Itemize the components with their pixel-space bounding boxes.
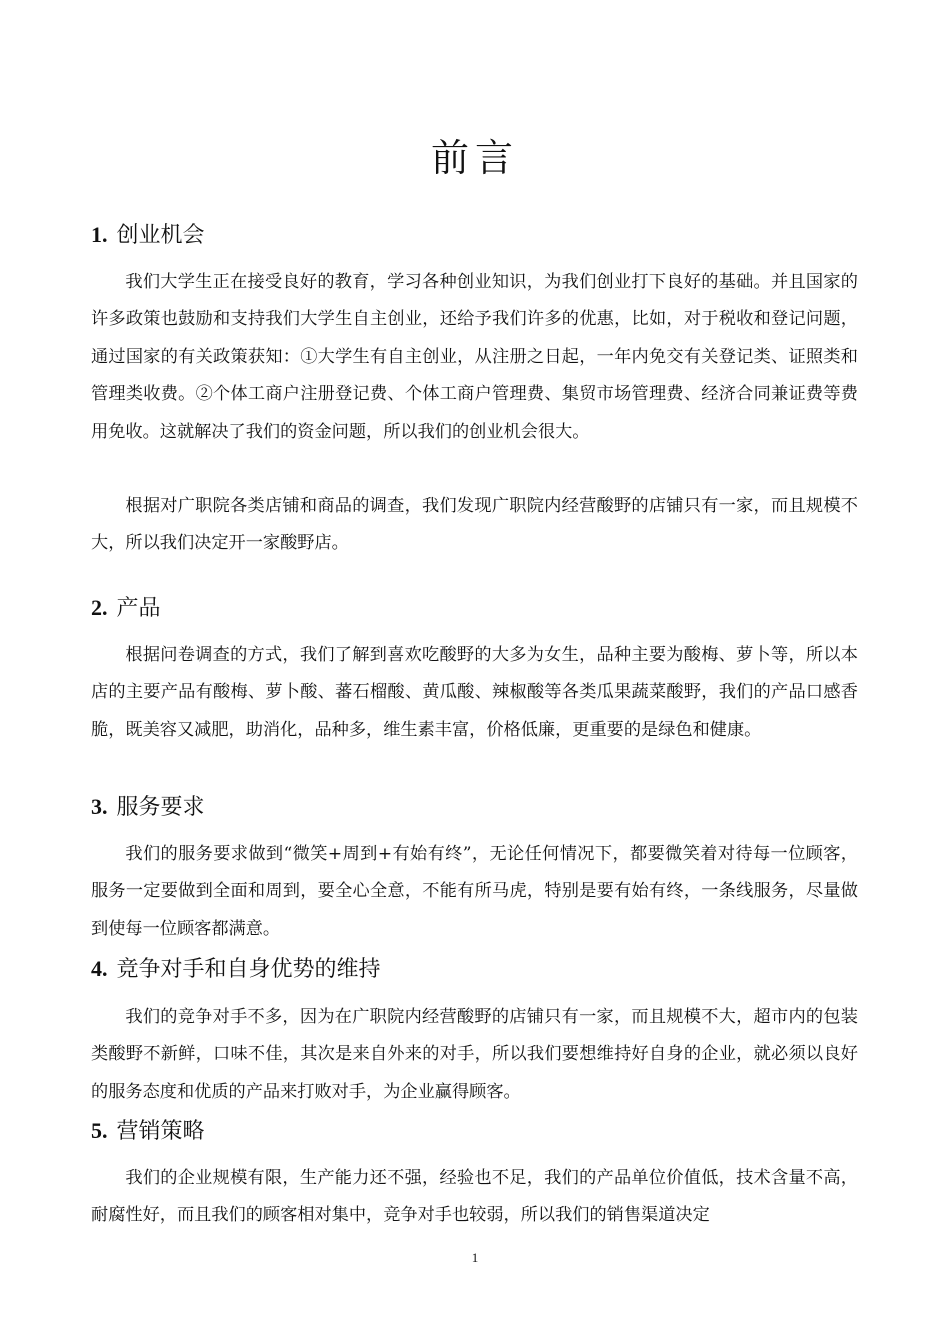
page-title: 前言 xyxy=(430,136,519,180)
section-number: 5. xyxy=(91,1118,108,1143)
section-title: 服务要求 xyxy=(116,795,205,820)
section-heading-5 xyxy=(91,1116,205,1147)
paragraph: 我们大学生正在接受良好的教育，学习各种创业知识，为我们创业打下良好的基础。并且国家的许多政策也鼓励和支持我们大学生自主创业，还给予我们许多的优惠，比如，对于税收和登记问题，通过国家的有关政策获知：①大学生有自主创业，从注册之日起，一年内免交有关登记类、证照类和管理类收费。②个体工商户注册登记费、个体工商户管理费、集贸市场管理费、经济合同兼证费等费用免收。这就解决了我们的资金问题，所以我们的创业机会很大。 xyxy=(91,272,858,442)
section-heading-2 xyxy=(91,593,161,624)
section-number: 1. xyxy=(91,222,108,247)
section-number: 3. xyxy=(91,794,108,819)
section-title: 竞争对手和自身优势的维持 xyxy=(116,957,381,982)
page-number: 1 xyxy=(471,1250,479,1265)
paragraph: 根据对广职院各类店铺和商品的调查，我们发现广职院内经营酸野的店铺只有一家，而且规模不大，所以我们决定开一家酸野店。 xyxy=(91,496,858,554)
paragraph: 我们的竞争对手不多，因为在广职院内经营酸野的店铺只有一家，而且规模不大，超市内的包装类酸野不新鲜，口味不佳，其次是来自外来的对手，所以我们要想维持好自身的企业，就必须以良好的服务态度和优质的产品来打败对手，为企业赢得顾客。 xyxy=(91,1007,858,1102)
section-title: 创业机会 xyxy=(116,223,205,248)
section-number: 4. xyxy=(91,956,108,981)
paragraph: 我们的企业规模有限，生产能力还不强，经验也不足，我们的产品单位价值低，技术含量不高，耐腐性好，而且我们的顾客相对集中，竞争对手也较弱，所以我们的销售渠道决定 xyxy=(91,1168,858,1226)
paragraph: 我们的服务要求做到“微笑+周到+有始有终”，无论任何情况下，都要微笑着对待每一位顾客，服务一定要做到全面和周到，要全心全意，不能有所马虎，特别是要有始有终，一条线服务，尽量做到使每一位顾客都满意。 xyxy=(91,844,858,939)
section-title: 营销策略 xyxy=(116,1119,205,1144)
section-title: 产品 xyxy=(116,596,161,621)
section-number: 2. xyxy=(91,595,108,620)
section-heading-1 xyxy=(91,220,205,251)
section-heading-3 xyxy=(91,792,205,823)
paragraph: 根据问卷调查的方式，我们了解到喜欢吃酸野的大多为女生，品种主要为酸梅、萝卜等，所以本店的主要产品有酸梅、萝卜酸、蕃石榴酸、黄瓜酸、辣椒酸等各类瓜果蔬菜酸野，我们的产品口感香脆，既美容又减肥，助消化，品种多，维生素丰富，价格低廉，更重要的是绿色和健康。 xyxy=(91,645,858,740)
section-heading-4 xyxy=(91,954,381,985)
